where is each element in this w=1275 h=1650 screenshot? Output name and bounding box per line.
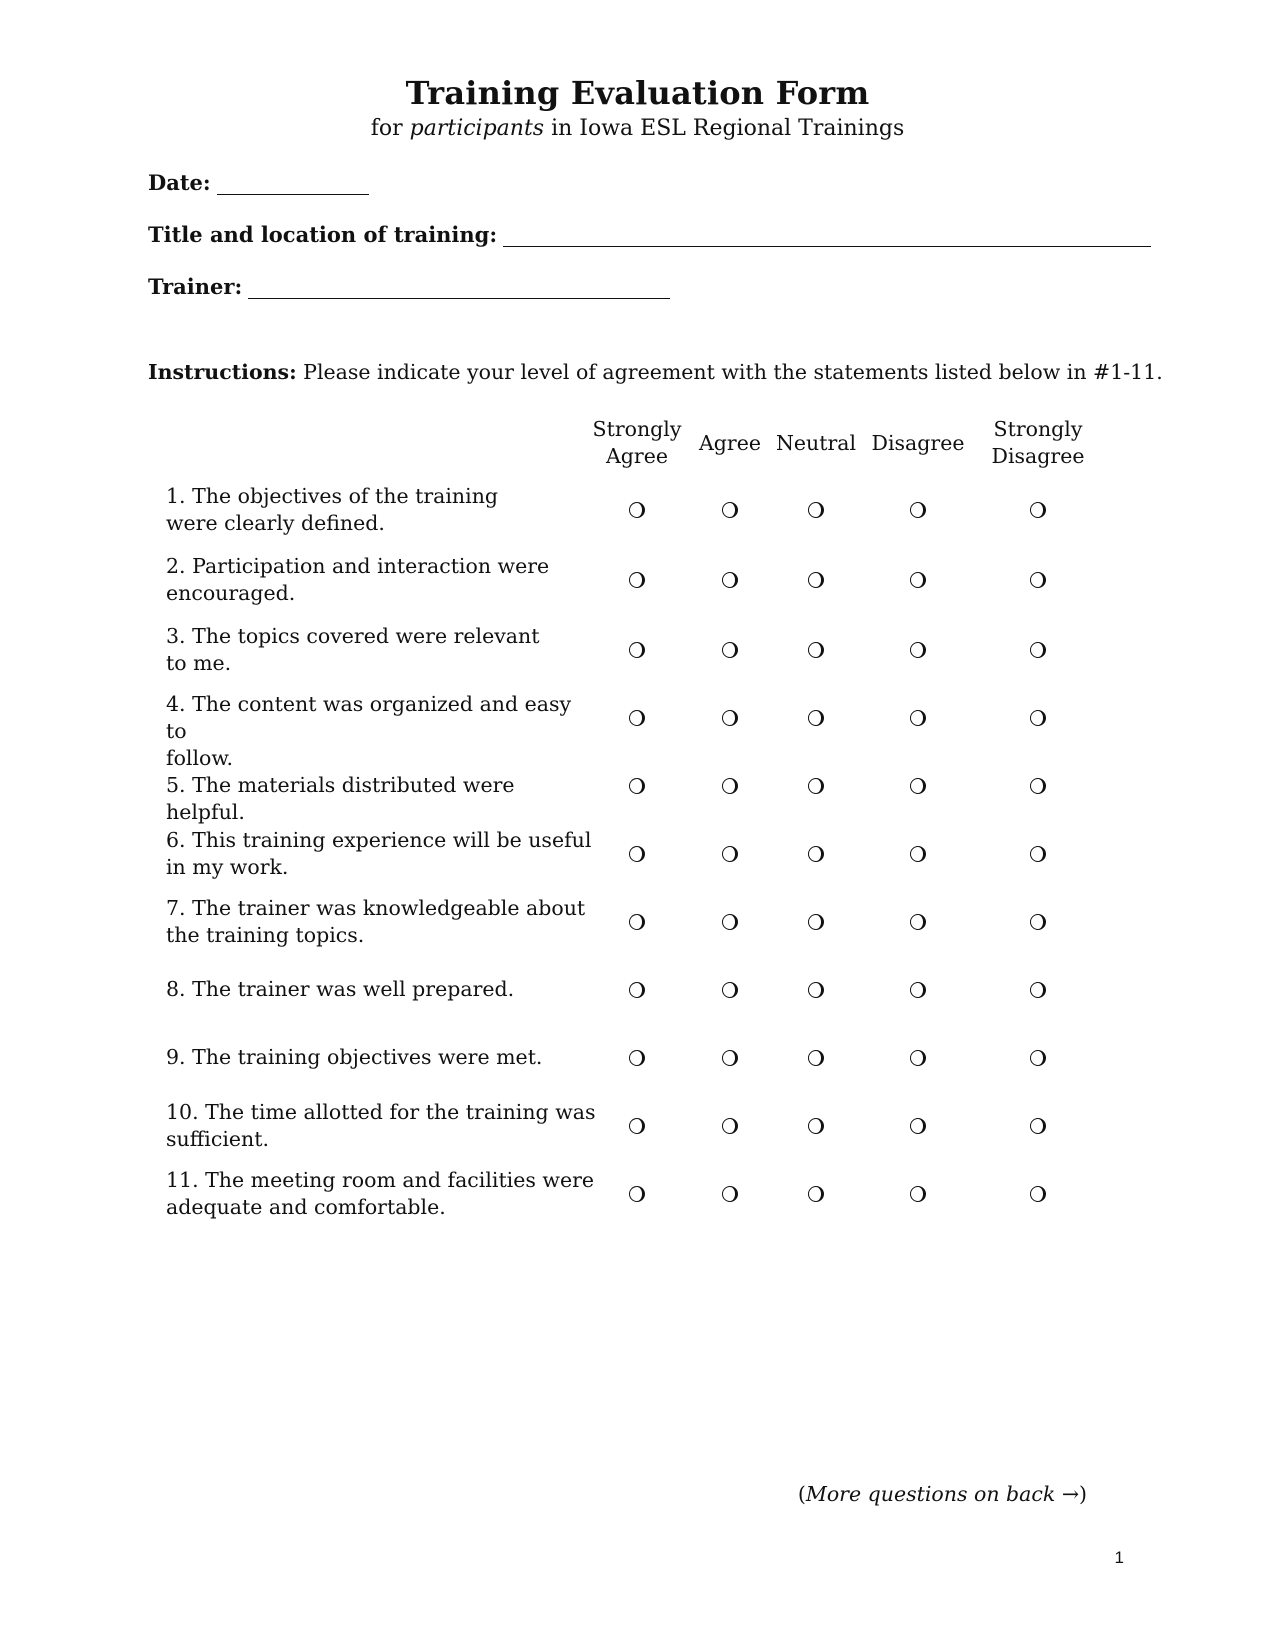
radio-q7-option-2[interactable] (722, 914, 738, 930)
radio-q11-option-5[interactable] (1030, 1186, 1046, 1202)
radio-q9-option-4[interactable] (910, 1050, 926, 1066)
radio-q2-option-2[interactable] (722, 572, 738, 588)
radio-q2-option-1[interactable] (629, 572, 645, 588)
radio-q2-option-4[interactable] (910, 572, 926, 588)
radio-q5-option-3[interactable] (808, 778, 824, 794)
question-4 (166, 691, 596, 772)
radio-q3-option-4[interactable] (910, 642, 926, 658)
radio-q4-option-1[interactable] (629, 710, 645, 726)
question-text-line1: 7. The trainer was knowledgeable about (166, 896, 586, 920)
title-location-label: Title and location of training: (148, 222, 498, 247)
scale-header-2 (699, 430, 761, 457)
radio-q1-option-2[interactable] (722, 502, 738, 518)
question-text-line2: adequate and comfortable. (166, 1195, 446, 1219)
radio-q1-option-1[interactable] (629, 502, 645, 518)
radio-q10-option-1[interactable] (629, 1118, 645, 1134)
more-open-paren: ( (797, 1482, 806, 1506)
radio-q6-option-3[interactable] (808, 846, 824, 862)
question-text-line1: 4. The content was organized and easy to (166, 692, 572, 743)
question-text-line2: to me. (166, 651, 232, 675)
radio-q5-option-1[interactable] (629, 778, 645, 794)
question-text-line1: 10. The time allotted for the training was (166, 1100, 596, 1124)
question-8 (166, 976, 596, 1003)
radio-q6-option-4[interactable] (910, 846, 926, 862)
question-text-line1: 8. The trainer was well prepared. (166, 977, 515, 1001)
question-10 (166, 1099, 596, 1153)
question-text-line1: 11. The meeting room and facilities were (166, 1168, 595, 1192)
instructions-label: Instructions: (148, 360, 297, 384)
trainer-label: Trainer: (148, 274, 243, 299)
radio-q5-option-4[interactable] (910, 778, 926, 794)
radio-q6-option-1[interactable] (629, 846, 645, 862)
subtitle-suffix: in Iowa ESL Regional Trainings (544, 116, 905, 141)
form-subtitle (0, 116, 1275, 141)
radio-q11-option-2[interactable] (722, 1186, 738, 1202)
date-label: Date: (148, 170, 211, 195)
question-text-line2: in my work. (166, 855, 289, 879)
date-input-line[interactable] (217, 176, 369, 195)
radio-q1-option-4[interactable] (910, 502, 926, 518)
radio-q8-option-4[interactable] (910, 982, 926, 998)
trainer-field (148, 274, 670, 299)
question-7 (166, 895, 596, 949)
radio-q9-option-3[interactable] (808, 1050, 824, 1066)
question-text-line2: sufficient. (166, 1127, 269, 1151)
question-text-line2: the training topics. (166, 923, 365, 947)
date-field (148, 170, 369, 195)
question-text-line1: 6. This training experience will be useful (166, 828, 592, 852)
question-text-line1: 9. The training objectives were met. (166, 1045, 543, 1069)
radio-q3-option-5[interactable] (1030, 642, 1046, 658)
scale-header-1 (593, 416, 682, 470)
scale-header-4 (872, 430, 965, 457)
scale-header-line1: Disagree (871, 431, 965, 455)
instructions-text: Please indicate your level of agreement with the statements listed below in #1-11. (296, 360, 1163, 384)
radio-q3-option-1[interactable] (629, 642, 645, 658)
trainer-input-line[interactable] (248, 280, 670, 299)
scale-header-line1: Neutral (775, 431, 857, 455)
radio-q11-option-4[interactable] (910, 1186, 926, 1202)
arrow-right-icon: → (1061, 1482, 1079, 1506)
radio-q2-option-3[interactable] (808, 572, 824, 588)
radio-q9-option-1[interactable] (629, 1050, 645, 1066)
question-text-line2: follow. (166, 746, 234, 770)
radio-q8-option-3[interactable] (808, 982, 824, 998)
radio-q11-option-3[interactable] (808, 1186, 824, 1202)
radio-q6-option-2[interactable] (722, 846, 738, 862)
question-11 (166, 1167, 596, 1221)
radio-q9-option-5[interactable] (1030, 1050, 1046, 1066)
radio-q5-option-5[interactable] (1030, 778, 1046, 794)
radio-q1-option-3[interactable] (808, 502, 824, 518)
subtitle-prefix: for (370, 116, 410, 141)
radio-q9-option-2[interactable] (722, 1050, 738, 1066)
radio-q10-option-3[interactable] (808, 1118, 824, 1134)
question-text-line2: were clearly defined. (166, 511, 385, 535)
subtitle-italic: participants (409, 116, 545, 141)
radio-q4-option-4[interactable] (910, 710, 926, 726)
radio-q8-option-5[interactable] (1030, 982, 1046, 998)
scale-header-3 (776, 430, 856, 457)
radio-q8-option-1[interactable] (629, 982, 645, 998)
question-1 (166, 483, 596, 537)
radio-q3-option-3[interactable] (808, 642, 824, 658)
radio-q5-option-2[interactable] (722, 778, 738, 794)
radio-q11-option-1[interactable] (629, 1186, 645, 1202)
question-3 (166, 623, 596, 677)
title-location-field (148, 222, 1151, 247)
page-number: 1 (1114, 1548, 1124, 1567)
title-location-input-line[interactable] (503, 228, 1151, 247)
question-text-line1: 2. Participation and interaction were (166, 554, 550, 578)
radio-q7-option-1[interactable] (629, 914, 645, 930)
question-text-line1: 3. The topics covered were relevant (166, 624, 540, 648)
more-questions-note (798, 1482, 1087, 1506)
radio-q7-option-5[interactable] (1030, 914, 1046, 930)
form-title: Training Evaluation Form (405, 74, 870, 112)
radio-q1-option-5[interactable] (1030, 502, 1046, 518)
radio-q2-option-5[interactable] (1030, 572, 1046, 588)
radio-q3-option-2[interactable] (722, 642, 738, 658)
instructions (148, 360, 1163, 384)
question-5 (166, 772, 596, 826)
question-6 (166, 827, 596, 881)
radio-q6-option-5[interactable] (1030, 846, 1046, 862)
radio-q10-option-2[interactable] (722, 1118, 738, 1134)
scale-header-line1: Strongly (993, 417, 1083, 441)
radio-q8-option-2[interactable] (722, 982, 738, 998)
scale-header-line1: Agree (699, 431, 761, 455)
question-text-line1: 5. The materials distributed were helpful. (166, 773, 515, 824)
radio-q4-option-3[interactable] (808, 710, 824, 726)
radio-q10-option-5[interactable] (1030, 1118, 1046, 1134)
radio-q7-option-4[interactable] (910, 914, 926, 930)
scale-header-line1: Strongly (592, 417, 682, 441)
more-close-paren: ) (1079, 1482, 1087, 1506)
scale-header-line2: Agree (605, 444, 668, 468)
radio-q7-option-3[interactable] (808, 914, 824, 930)
radio-q4-option-2[interactable] (722, 710, 738, 726)
question-9 (166, 1044, 596, 1071)
question-text-line2: encouraged. (166, 581, 296, 605)
question-2 (166, 553, 596, 607)
scale-header-5 (992, 416, 1085, 470)
radio-q4-option-5[interactable] (1030, 710, 1046, 726)
question-text-line1: 1. The objectives of the training (166, 484, 499, 508)
more-questions-text: More questions on back (805, 1482, 1062, 1506)
scale-header-line2: Disagree (991, 444, 1085, 468)
radio-q10-option-4[interactable] (910, 1118, 926, 1134)
